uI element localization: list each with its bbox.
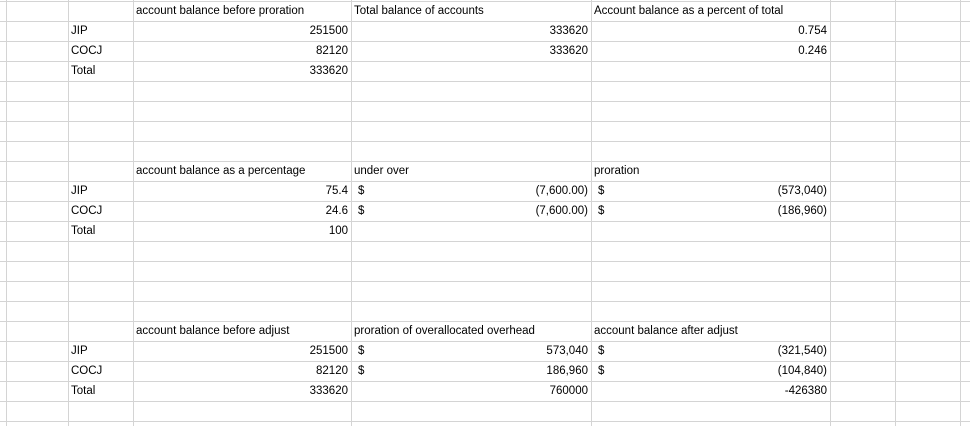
row-label-jip[interactable]: JIP bbox=[71, 25, 88, 37]
cell-value[interactable]: 75.4 bbox=[325, 185, 348, 197]
cell-value[interactable]: (7,600.00) bbox=[535, 185, 588, 197]
currency-symbol: $ bbox=[358, 345, 365, 357]
gridline bbox=[0, 421, 970, 422]
row-label-total[interactable]: Total bbox=[71, 65, 96, 77]
row-label-cocj[interactable]: COCJ bbox=[71, 45, 103, 57]
cell-value[interactable]: (321,540) bbox=[777, 345, 827, 357]
cell-value[interactable]: 24.6 bbox=[325, 205, 348, 217]
cell-value[interactable]: 333620 bbox=[309, 385, 348, 397]
gridline bbox=[0, 141, 970, 142]
cell-value[interactable]: 0.246 bbox=[798, 45, 827, 57]
cell-value[interactable]: 333620 bbox=[309, 65, 348, 77]
currency-symbol: $ bbox=[358, 205, 365, 217]
row-label-cocj[interactable]: COCJ bbox=[71, 365, 103, 377]
row-label-total[interactable]: Total bbox=[71, 225, 96, 237]
currency-symbol: $ bbox=[598, 365, 605, 377]
header-balance-before-adjust[interactable]: account balance before adjust bbox=[136, 325, 290, 337]
currency-symbol: $ bbox=[358, 185, 365, 197]
gridline bbox=[960, 0, 961, 426]
cell-value[interactable]: 251500 bbox=[309, 345, 348, 357]
gridline bbox=[0, 401, 970, 402]
row-label-jip[interactable]: JIP bbox=[71, 185, 88, 197]
header-balance-after-adjust[interactable]: account balance after adjust bbox=[594, 325, 738, 337]
cell-value[interactable]: 760000 bbox=[549, 385, 588, 397]
gridline bbox=[0, 301, 970, 302]
header-proration[interactable]: proration bbox=[594, 165, 640, 177]
cell-value[interactable]: 333620 bbox=[549, 45, 588, 57]
row-label-jip[interactable]: JIP bbox=[71, 345, 88, 357]
gridline bbox=[830, 0, 831, 426]
cell-value[interactable]: 100 bbox=[328, 225, 348, 237]
cell-value[interactable]: (104,840) bbox=[777, 365, 827, 377]
cell-value[interactable]: (7,600.00) bbox=[535, 205, 588, 217]
cell-value[interactable]: 333620 bbox=[549, 25, 588, 37]
gridline bbox=[6, 0, 7, 426]
gridline bbox=[0, 121, 970, 122]
row-label-total[interactable]: Total bbox=[71, 385, 96, 397]
cell-value[interactable]: (186,960) bbox=[777, 205, 827, 217]
cell-value[interactable]: -426380 bbox=[784, 385, 827, 397]
cell-value[interactable]: 251500 bbox=[309, 25, 348, 37]
row-label-cocj[interactable]: COCJ bbox=[71, 205, 103, 217]
cell-value[interactable]: 186,960 bbox=[546, 365, 588, 377]
currency-symbol: $ bbox=[598, 345, 605, 357]
cell-value[interactable]: (573,040) bbox=[777, 185, 827, 197]
gridline bbox=[0, 241, 970, 242]
header-total-balance[interactable]: Total balance of accounts bbox=[354, 5, 484, 17]
header-balance-percentage[interactable]: account balance as a percentage bbox=[136, 165, 306, 177]
gridline bbox=[0, 261, 970, 262]
gridline bbox=[0, 281, 970, 282]
gridline bbox=[0, 81, 970, 82]
cell-value[interactable]: 0.754 bbox=[798, 25, 827, 37]
header-balance-before-proration[interactable]: account balance before proration bbox=[136, 5, 305, 17]
gridline bbox=[0, 101, 970, 102]
cell-value[interactable]: 82120 bbox=[316, 45, 348, 57]
header-under-over[interactable]: under over bbox=[354, 165, 409, 177]
gridline bbox=[895, 0, 896, 426]
currency-symbol: $ bbox=[358, 365, 365, 377]
currency-symbol: $ bbox=[598, 185, 605, 197]
cell-value[interactable]: 82120 bbox=[316, 365, 348, 377]
cell-value[interactable]: 573,040 bbox=[546, 345, 588, 357]
header-percent-of-total[interactable]: Account balance as a percent of total bbox=[594, 5, 784, 17]
header-proration-overallocated[interactable]: proration of overallocated overhead bbox=[354, 325, 535, 337]
currency-symbol: $ bbox=[598, 205, 605, 217]
